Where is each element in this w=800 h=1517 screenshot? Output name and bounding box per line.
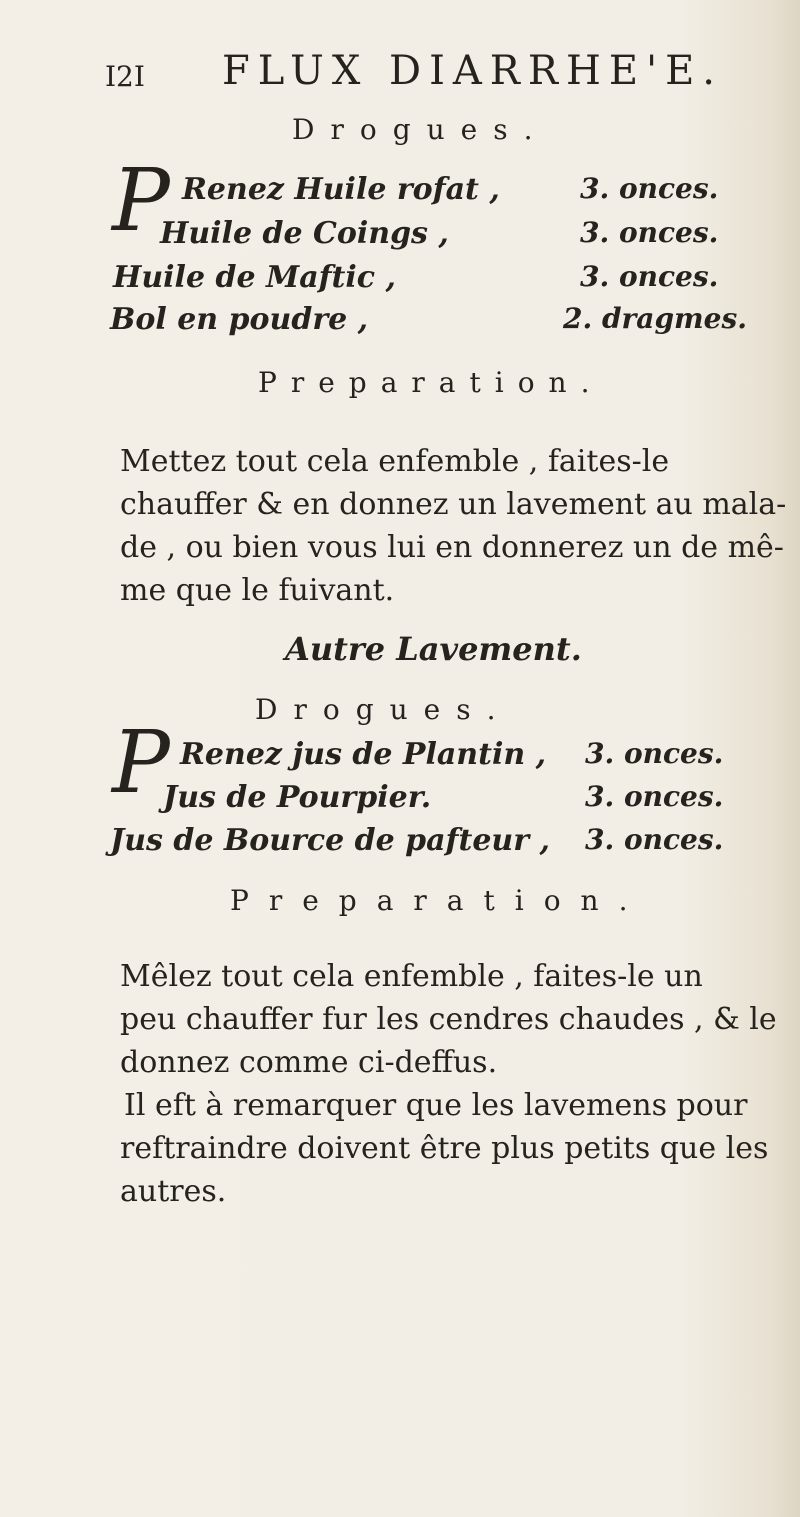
ingredient-name: Renez Huile rofat ,: [182, 172, 500, 207]
section2-title: Autre Lavement.: [285, 630, 582, 668]
page-number: I2I: [105, 60, 145, 93]
ingredient-name: Renez jus de Plantin ,: [180, 737, 547, 772]
ingredient-name: Huile de Maftic ,: [113, 260, 396, 295]
ingredient-quantity: 3. onces.: [580, 216, 719, 249]
section2-heading: Drogues.: [255, 693, 512, 726]
text-line: Mêlez tout cela enfemble , faites-le un: [120, 959, 703, 994]
ingredient-quantity: 3. onces.: [585, 737, 724, 770]
ingredient-name: Jus de Pourpier.: [163, 780, 432, 815]
section2-preparation-heading: Preparation.: [230, 884, 648, 917]
ingredient-quantity: 3. onces.: [585, 823, 724, 856]
text-line: reftraindre doivent être plus petits que les: [120, 1131, 769, 1166]
text-line: peu chauffer fur les cendres chaudes , & le: [120, 1002, 777, 1037]
section1-heading: Drogues.: [292, 113, 549, 146]
section2-preparation-text: [120, 955, 777, 1213]
text-line: donnez comme ci-deffus.: [120, 1045, 498, 1080]
ingredient-quantity: 3. onces.: [585, 780, 724, 813]
ingredient-quantity: 3. onces.: [580, 172, 719, 205]
section1-preparation-heading: Preparation.: [258, 366, 604, 399]
text-line: de , ou bien vous lui en donnerez un de mê-: [120, 530, 784, 565]
ingredient-quantity: 3. onces.: [580, 260, 719, 293]
section2-drop-cap: P: [112, 713, 170, 813]
text-line: autres.: [120, 1174, 227, 1209]
text-line: chauffer & en donnez un lavement au mala-: [120, 487, 787, 522]
text-line: Mettez tout cela enfemble , faites-le: [120, 444, 670, 479]
text-line: me que le fuivant.: [120, 573, 395, 608]
section1-drop-cap: P: [112, 151, 170, 251]
ingredient-name: Bol en poudre ,: [110, 302, 369, 337]
ingredient-name: Jus de Bource de pafteur ,: [110, 823, 550, 858]
ingredient-quantity: 2. dragmes.: [563, 302, 747, 335]
section1-preparation-text: [120, 440, 787, 612]
ingredient-name: Huile de Coings ,: [160, 216, 449, 251]
running-title: FLUX DIARRHE'E.: [222, 48, 724, 94]
text-line: Il eft à remarquer que les lavemens pour: [124, 1088, 748, 1123]
